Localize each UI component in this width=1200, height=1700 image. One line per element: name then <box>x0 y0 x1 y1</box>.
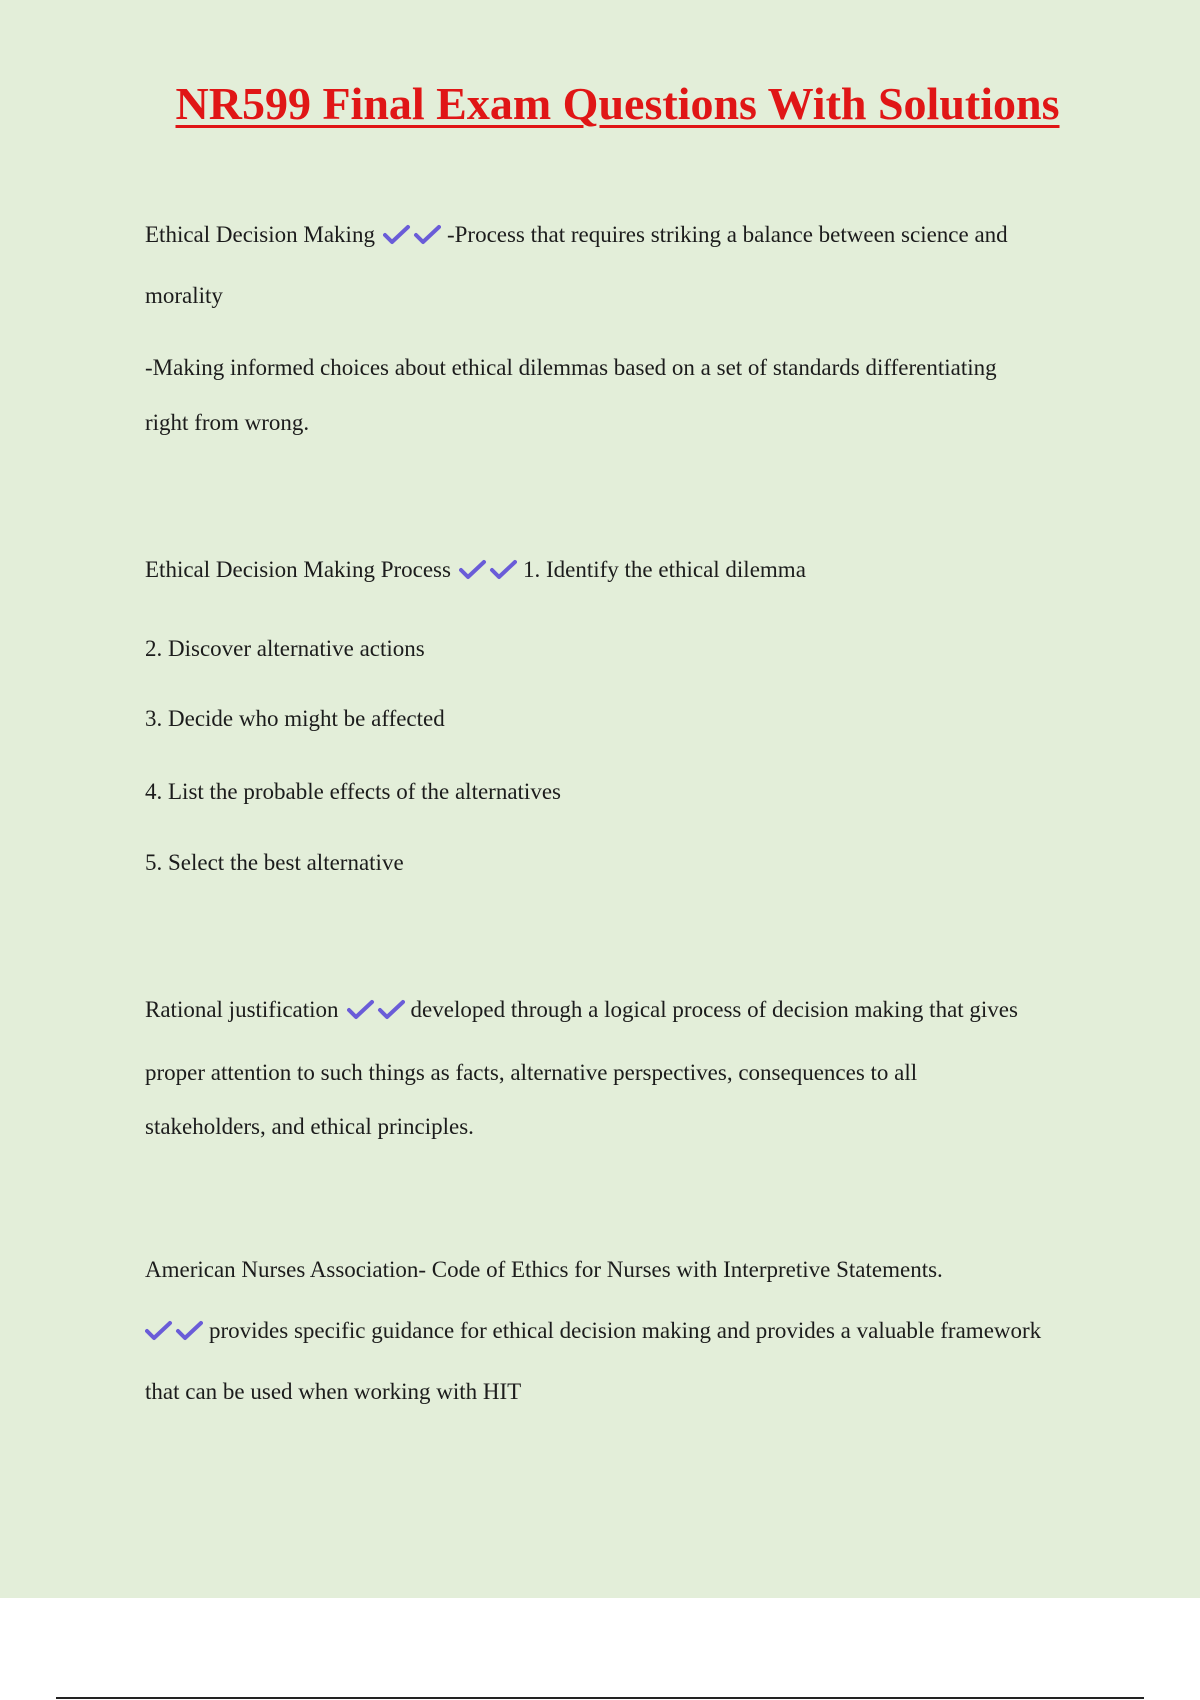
double-check-icon <box>347 999 405 1021</box>
entry-2-line: 2. Discover alternative actions <box>145 636 425 661</box>
entry-4-term: American Nurses Association- Code of Ethics for Nurses with Interpretive Statements. <box>145 1257 943 1282</box>
footer-divider <box>56 1697 1144 1699</box>
double-check-icon <box>459 559 517 581</box>
entry-3-first-line <box>145 995 1018 1025</box>
entry-4-line: that can be used when working with HIT <box>145 1379 522 1404</box>
entry-2-term: Ethical Decision Making Process <box>145 557 451 582</box>
entry-2-line: 4. List the probable effects of the alternatives <box>145 779 561 804</box>
double-check-icon <box>383 224 441 246</box>
entry-1-answer-start: -Process that requires striking a balance between science and <box>446 222 1008 247</box>
entry-2-first-line <box>145 555 806 585</box>
entry-2-line: 5. Select the best alternative <box>145 850 404 875</box>
double-check-icon <box>145 1320 203 1342</box>
entry-1-term: Ethical Decision Making <box>145 222 375 247</box>
entry-3-term: Rational justification <box>145 997 339 1022</box>
entry-2-answer-start: 1. Identify the ethical dilemma <box>522 557 806 582</box>
document-title: NR599 Final Exam Questions With Solutions <box>175 78 1060 129</box>
entry-3-answer-start: developed through a logical process of decision making that gives <box>410 997 1018 1022</box>
entry-3-line: stakeholders, and ethical principles. <box>145 1114 474 1139</box>
entry-1-first-line <box>145 220 1008 250</box>
entry-1-line: right from wrong. <box>145 410 310 435</box>
entry-1-line: -Making informed choices about ethical dilemmas based on a set of standards differentiating <box>145 355 997 380</box>
entry-4-answer-start: provides specific guidance for ethical decision making and provides a valuable framework <box>209 1318 1042 1343</box>
entry-4-answer-line <box>145 1316 1041 1346</box>
entry-1-line: morality <box>145 283 223 308</box>
entry-3-line: proper attention to such things as facts, alternative perspectives, consequences to all <box>145 1060 918 1085</box>
entry-2-line: 3. Decide who might be affected <box>145 706 445 731</box>
